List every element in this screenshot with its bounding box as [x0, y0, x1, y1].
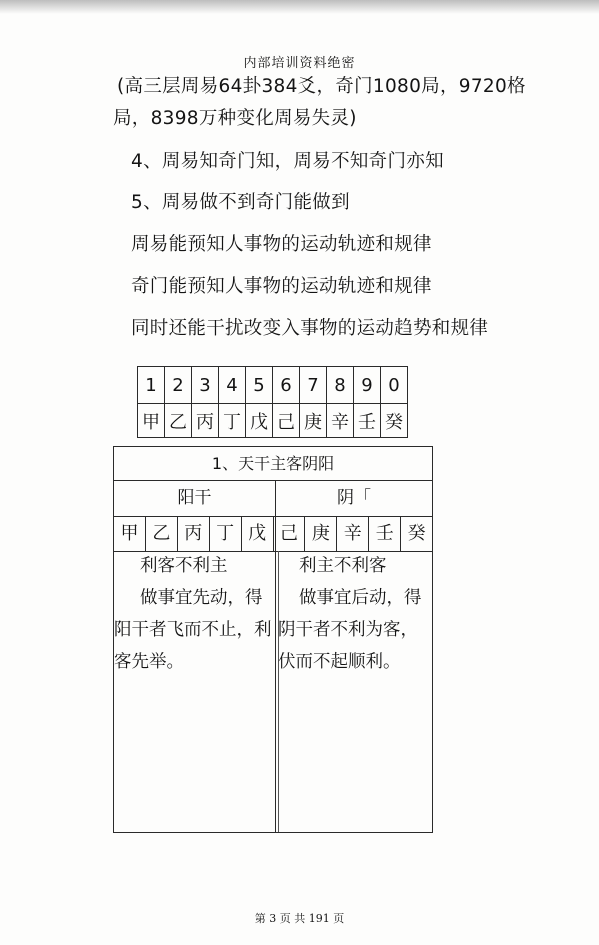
- yang-text-line: 利客不利主: [140, 556, 228, 576]
- number-cell: 1: [138, 367, 165, 404]
- yang-text-line: 阳干者飞而不止，利: [114, 620, 272, 640]
- yang-text-line: 客先举。: [114, 652, 184, 672]
- body-line-1: (高三层周易64卦384爻，奇门1080局，9720格: [117, 76, 526, 97]
- stem-cell: 癸: [407, 523, 426, 544]
- stem-cell: 甲: [138, 404, 165, 438]
- yang-text-line: 做事宜先动，得: [140, 588, 263, 608]
- yin-text-line: 阴干者不利为客，: [278, 620, 418, 640]
- scan-edge-shadow: [0, 0, 599, 14]
- yin-text-line: 伏而不起顺利。: [278, 652, 401, 672]
- stem-cell: 乙: [146, 517, 178, 551]
- stem-cell: 辛: [327, 404, 354, 438]
- number-cell: 4: [219, 367, 246, 404]
- column-divider-inner: [278, 551, 279, 832]
- body-line-7: 同时还能干扰改变入事物的运动趋势和规律: [131, 318, 489, 339]
- number-cell: 0: [381, 367, 408, 404]
- stem-cell: 甲: [114, 517, 146, 551]
- body-line-4: 5、周易做不到奇门能做到: [131, 192, 350, 213]
- stem-cell: 丁: [219, 404, 246, 438]
- numbers-row: [138, 367, 408, 404]
- yin-text-line: 利主不利客: [299, 556, 387, 576]
- number-stem-table: [137, 366, 408, 438]
- stem-cell: 丙: [178, 517, 210, 551]
- stem-cell: 庚: [300, 404, 327, 438]
- yin-yang-header-row: [114, 481, 432, 517]
- body-line-5: 周易能预知人事物的运动轨迹和规律: [131, 234, 432, 255]
- yin-yang-table: [113, 446, 433, 833]
- page-footer: 第 3 页 共 191 页: [254, 912, 345, 925]
- column-divider: [275, 481, 276, 832]
- yang-header: 阳干: [177, 488, 212, 508]
- stem-cell: 戊: [246, 404, 273, 438]
- body-line-6: 奇门能预知人事物的运动轨迹和规律: [131, 276, 432, 297]
- stem-cell: 壬: [369, 517, 401, 551]
- number-cell: 9: [354, 367, 381, 404]
- stem-cell: 丁: [210, 517, 242, 551]
- number-cell: 8: [327, 367, 354, 404]
- body-line-2: 局，8398万种变化周易失灵): [113, 108, 357, 129]
- number-cell: 2: [165, 367, 192, 404]
- stems-row: [114, 517, 432, 552]
- stem-cell: 己: [274, 517, 306, 551]
- stem-cell: 庚: [305, 517, 337, 551]
- body-line-3: 4、周易知奇门知，周易不知奇门亦知: [131, 151, 444, 172]
- stem-cell: 壬: [354, 404, 381, 438]
- stem-cell: 乙: [165, 404, 192, 438]
- yin-header: 阴「: [337, 488, 371, 508]
- stem-cell: 戊: [242, 517, 274, 551]
- number-cell: 5: [246, 367, 273, 404]
- yin-text-line: 做事宜后动，得: [299, 588, 422, 608]
- table-title: 1、天干主客阴阳: [114, 447, 432, 481]
- number-cell: 3: [192, 367, 219, 404]
- stem-cell: 辛: [337, 517, 369, 551]
- stem-cell: 癸: [381, 404, 408, 438]
- stem-cell: 己: [273, 404, 300, 438]
- number-cell: 7: [300, 367, 327, 404]
- page-header: 内部培训资料绝密: [243, 56, 356, 71]
- number-cell: 6: [273, 367, 300, 404]
- stem-cell: 丙: [192, 404, 219, 438]
- stems-row: [138, 404, 408, 438]
